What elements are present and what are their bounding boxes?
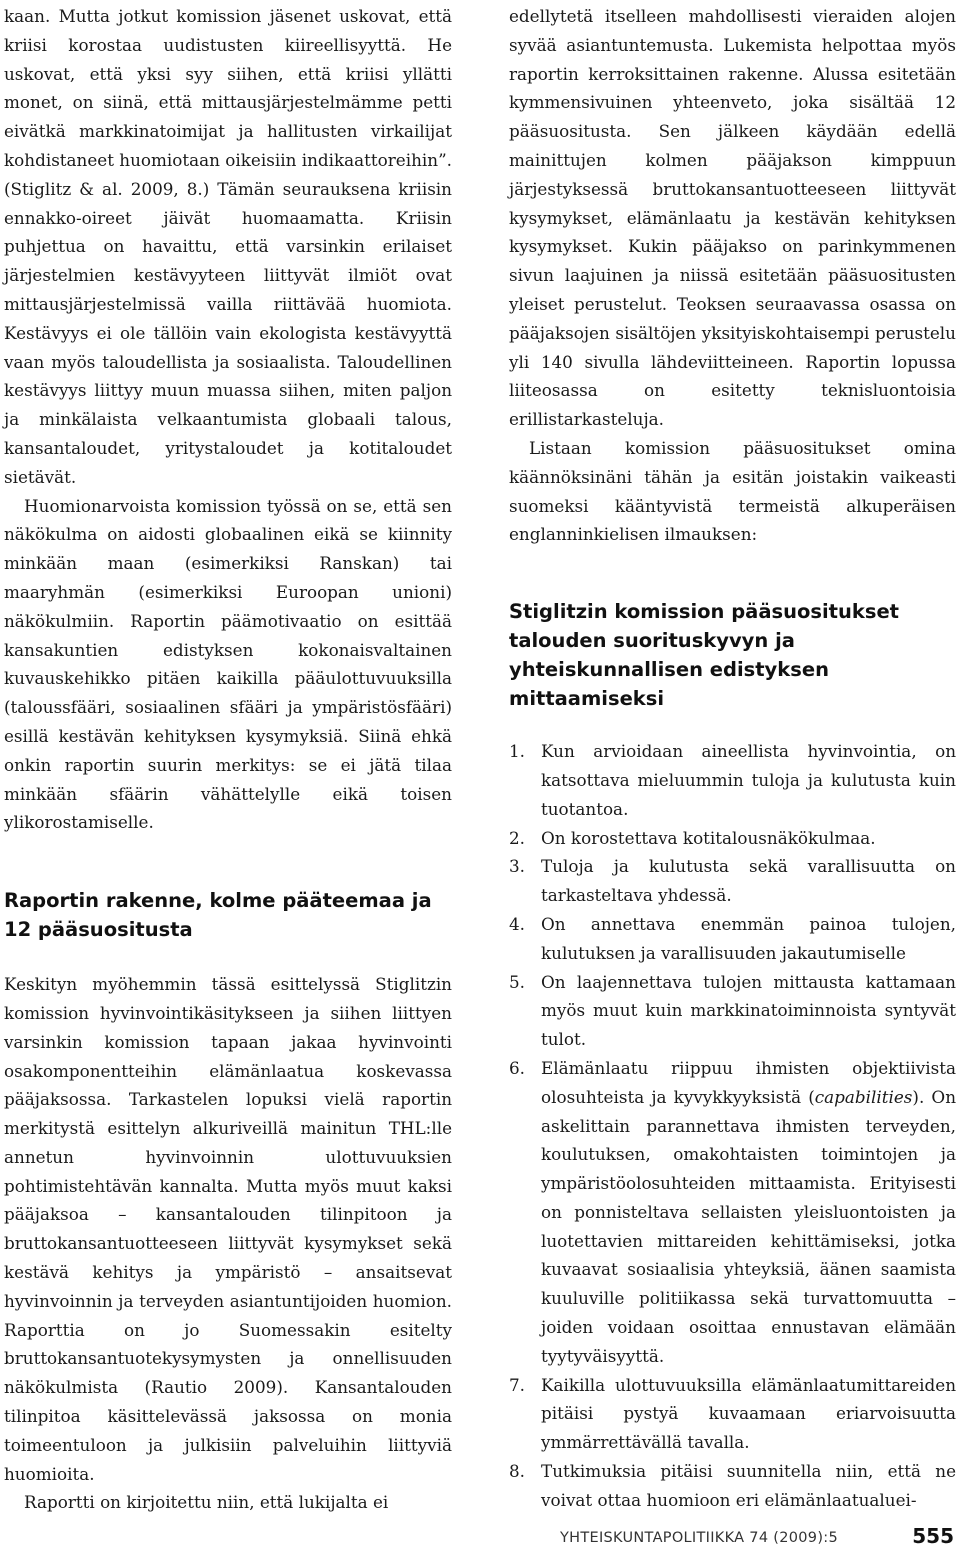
body-paragraph: Listaan komission pääsuositukset omina käännöksinäni tähän ja esitän joistakin vaikeasti suomeksi kääntyvistä termeistä alkuperäisen englanninkielisen ilmauksen: — [509, 437, 956, 545]
list-item — [509, 852, 956, 910]
list-number: 7. — [509, 1374, 526, 1395]
body-paragraph: Huomionarvoista komission työssä on se, että sen näkökulma on aidosti globaalinen eikä se kiinnity minkään maan (esimerkiksi Ranskan) tai maaryhmän (esimerkiksi Euroopan unioni) näkökulmiin. Raportin päämotivaatio on esittää kansakuntien edistyksen kokonaisvaltainen kuvauskehikko pitäen kaikilla pääulottuvuuksilla (taloussfääri, sosiaalinen sfääri ja ympäristösfääri) esillä kestävän kehityksen kysymyksiä. Siinä ehkä onkin raportin suurin merkitys: se ei jätä tilaa minkään sfäärin vähättelylle eikä toisen ylikorostamiselle. — [4, 495, 452, 833]
list-item — [509, 824, 956, 853]
left-column — [4, 2, 452, 1517]
list-text: Kaikilla ulottuvuuksilla elämänlaatumittareiden pitäisi pystyä kuvaamaan eriarvoisuutta ymmärrettävällä tavalla. — [541, 1374, 956, 1453]
list-text: ). On askelittain parannettava ihmisten terveyden, koulutuksen, omakohtaisten toimintojen ja ympäristöolosuhteiden mittaamista. Erityisesti on ponnisteltava sellaisten yleisluontoisten ja luotettavien mittareiden kehittämiseksi, jotka kuvaavat sosiaalisia yhteyksiä, äänen saamista kuuluville politiikassa sekä turvattomuutta – joiden voidaan osoittaa ennustavan elämään tyytyväisyyttä. — [541, 1086, 956, 1366]
list-item — [509, 1457, 956, 1515]
list-number: 4. — [509, 913, 526, 934]
recommendations-heading: Stiglitzin komission pääsuositukset talouden suorituskyvyn ja yhteiskunnallisen edistyksen mittaamiseksi — [509, 600, 899, 711]
list-text: On annettava enemmän painoa tulojen, kulutuksen ja varallisuuden jakautumiselle — [541, 913, 956, 963]
running-header: YHTEISKUNTAPOLITIIKKA 74 (2009):5 — [560, 1530, 838, 1546]
list-text: Elämänlaatu riippuu ihmisten objektiivista olosuhteista ja kyvykkyyksistä ( — [541, 1057, 956, 1107]
list-number: 2. — [509, 827, 526, 848]
list-text: On korostettava kotitalousnäkökulmaa. — [541, 827, 876, 848]
list-number: 1. — [509, 741, 526, 762]
list-item — [509, 737, 956, 823]
list-text: On laajennettava tulojen mittausta kattamaan myös muut kuin markkinatoiminnoista syntyvät tulot. — [541, 971, 956, 1050]
section-heading: Raportin rakenne, kolme pääteemaa ja 12 pääsuositusta — [4, 889, 432, 942]
right-column — [509, 2, 956, 1515]
recommendations-list — [509, 737, 956, 1515]
body-paragraph: Raportti on kirjoitettu niin, että lukijalta ei — [24, 1492, 389, 1513]
list-item — [509, 910, 956, 968]
list-text: Tuloja ja kulutusta sekä varallisuutta on tarkasteltava yhdessä. — [541, 856, 956, 906]
list-item — [509, 1054, 956, 1371]
list-number: 6. — [509, 1057, 526, 1078]
body-paragraph: edellytetä itselleen mahdollisesti vieraiden alojen syvää asiantuntemusta. Lukemista helpottaa myös raportin kerroksittainen rakenne. Alussa esitetään kymmensivuinen yhteenveto, joka sisältää 12 pääsuositusta. Sen jälkeen käydään edellä mainittujen kolmen pääjakson kimppuun järjestyksessä bruttokansantuotteeseen liittyvät kysymykset, elämänlaatu ja kestävän kehityksen kysymykset. Kukin pääjakso on parinkymmenen sivun laajuinen ja niissä esitetään pääsuositusten yleiset perustelut. Teoksen seuraavassa osassa on pääjaksojen sisältöjen yksityiskohtaisempi perustelu yli 140 sivulla lähdeviitteineen. Raportin lopussa liiteosassa on esitetty teknisluontoisia erillistarkasteluja. — [509, 6, 956, 430]
list-item — [509, 968, 956, 1054]
list-text: Tutkimuksia pitäisi suunnitella niin, että ne voivat ottaa huomioon eri elämänlaatualuei- — [541, 1461, 956, 1510]
list-item — [509, 1371, 956, 1457]
list-number: 5. — [509, 971, 526, 992]
page-number: 555 — [912, 1524, 954, 1548]
list-number: 3. — [509, 856, 526, 877]
list-number: 8. — [509, 1461, 526, 1482]
body-paragraph: Keskityn myöhemmin tässä esittelyssä Stiglitzin komission hyvinvointikäsitykseen ja siihen liittyen varsinkin komission tapaan jakaa hyvinvointi osakomponentteihin elämänlaatua koskevassa pääjaksossa. Tarkastelen lopuksi vielä raportin merkitystä esittelyn alkuriveillä mainitun THL:lle annetun hyvinvoinnin ulottuvuuksien pohtimistehtävän kannalta. Mutta myös muut kaksi pääjaksoa – kansantalouden tilinpitoon ja bruttokansantuotteeseen liittyvät kysymykset sekä kestävä kehitys ja ympäristö – ansaitsevat hyvinvoinnin ja terveyden asiantuntijoiden huomion. Raporttia on jo Suomessakin esitelty bruttokansantuotekysymysten ja onnellisuuden näkökulmista (Rautio 2009). Kansantalouden tilinpitoa käsittelevässä jaksossa on monia toimeentuloon ja julkisiin palveluihin liittyviä huomioita. — [4, 974, 452, 1484]
body-paragraph: kaan. Mutta jotkut komission jäsenet uskovat, että kriisi korostaa uudistusten kiireellisyyttä. He uskovat, että yksi syy siihen, että kriisi yllätti monet, on siinä, että mittausjärjestelmämme petti eivätkä markkinatoimijat ja hallitusten virkailijat kohdistaneet huomiotaan oikeisiin indikaattoreihin”. (Stiglitz & al. 2009, 8.) Tämän seurauksena kriisin ennakko-oireet jäivät huomaamatta. Kriisin puhjettua on havaittu, että varsinkin erilaiset järjestelmien kestävyyteen liittyvät ilmiöt ovat mittausjärjestelmissä vailla riittävää huomiota. Kestävyys ei ole tällöin vain ekologista kestävyyttä vaan myös taloudellista ja sosiaalista. Taloudellinen kestävyys liittyy muun muassa siihen, miten paljon ja minkälaista velkaantumista globaali talous, kansantaloudet, yritystaloudet ja kotitaloudet sietävät. — [4, 6, 452, 487]
list-text: Kun arvioidaan aineellista hyvinvointia, on katsottava mieluummin tuloja ja kulutusta kuin tuotantoa. — [541, 741, 956, 819]
list-text-italic: capabilities — [814, 1086, 913, 1107]
